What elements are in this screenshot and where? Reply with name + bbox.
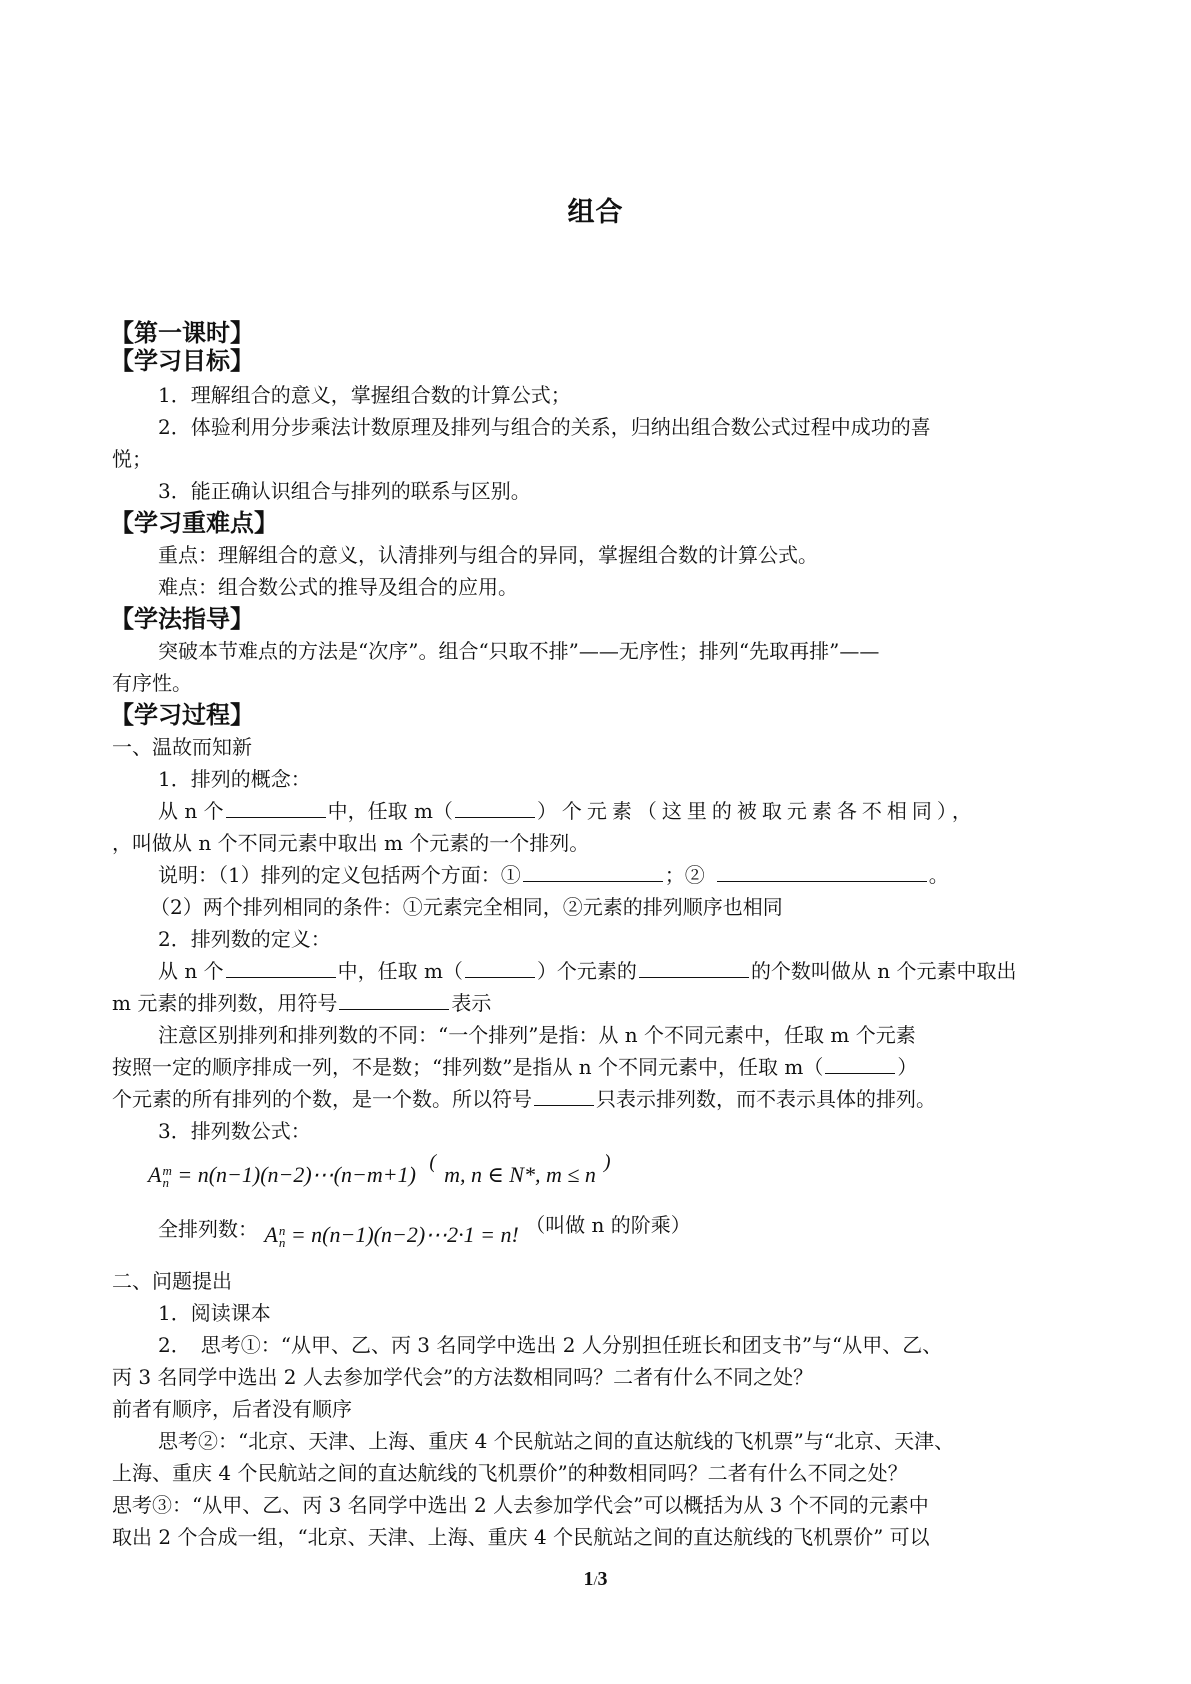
- fill-blank[interactable]: [465, 957, 535, 978]
- part1-title: 一、温故而知新: [112, 735, 252, 759]
- think1-answer: 前者有顺序，后者没有顺序: [112, 1397, 352, 1421]
- concept-line-continued: ，叫做从 n 个不同元素中取出 m 个元素的一个排列。: [112, 831, 590, 855]
- objective-item: 3．能正确认识组合与排列的联系与区别。: [158, 479, 531, 503]
- fill-blank[interactable]: [455, 797, 535, 818]
- think2-line: 思考②：“北京、天津、上海、重庆 4 个民航站之间的直达航线的飞机票”与“北京、天津、: [158, 1429, 955, 1453]
- key-points-heading: 【学习重难点】: [110, 509, 278, 537]
- objective-item: 2．体验利用分步乘法计数原理及排列与组合的关系，归纳出组合数公式过程中成功的喜: [158, 415, 931, 439]
- note-line-2: （2）两个排列相同的条件：①元素完全相同，②元素的排列顺序也相同: [150, 895, 783, 919]
- page-title: 组合: [567, 197, 624, 228]
- count-def-line-continued: m 元素的排列数，用符号 表示: [112, 991, 492, 1015]
- full-permutation-formula: A n n = n(n−1)(n−2)⋯2·1 = n!: [264, 1222, 519, 1250]
- fill-blank[interactable]: [639, 957, 749, 978]
- think3-line: 思考③：“从甲、乙、丙 3 名同学中选出 2 人去参加学代会”可以概括为从 3 个不同的元素中: [112, 1493, 929, 1517]
- think1-line: 2． 思考①：“从甲、乙、丙 3 名同学中选出 2 人分别担任班长和团支书”与“从甲、乙、: [158, 1333, 943, 1357]
- fill-blank[interactable]: [534, 1085, 594, 1106]
- page-number: 1/3: [583, 1568, 608, 1590]
- fill-blank[interactable]: [226, 797, 326, 818]
- fill-blank[interactable]: [825, 1053, 895, 1074]
- method-heading: 【学法指导】: [110, 605, 254, 633]
- objectives-heading: 【学习目标】: [110, 347, 254, 375]
- count-def-line: 从 n 个 中，任取 m（ ）个元素的 的个数叫做从 n 个元素中取出: [158, 959, 1017, 983]
- method-text-continued: 有序性。: [112, 671, 192, 695]
- concept-line: 从 n 个 中，任取 m（ ）个元素（这里的被取元素各不相同），: [158, 799, 977, 823]
- think1-line-continued: 丙 3 名同学中选出 2 人去参加学代会”的方法数相同吗？二者有什么不同之处？: [112, 1365, 814, 1389]
- part2-title: 二、问题提出: [112, 1269, 232, 1293]
- objective-item: 1．理解组合的意义，掌握组合数的计算公式；: [158, 383, 571, 407]
- attention-line: 注意区别排列和排列数的不同：“一个排列”是指：从 n 个不同元素中，任取 m 个元素: [158, 1023, 916, 1047]
- attention-line: 按照一定的顺序排成一列，不是数；“排列数”是指从 n 个不同元素中，任取 m（ ）: [112, 1055, 918, 1079]
- method-text: 突破本节难点的方法是“次序”。组合“只取不排”——无序性；排列“先取再排”——: [158, 639, 880, 663]
- lesson-label: 【第一课时】: [110, 319, 254, 347]
- count-def-title: 2．排列数的定义：: [158, 927, 331, 951]
- formula-title: 3．排列数公式：: [158, 1119, 311, 1143]
- objective-item-continued: 悦；: [112, 447, 152, 471]
- permutation-formula: A m n = n(n−1)(n−2)⋯(n−m+1) ( m, n ∈ N*, m ≤ n ): [148, 1151, 611, 1190]
- think3-line-continued: 取出 2 个合成一组，“北京、天津、上海、重庆 4 个民航站之间的直达航线的飞机票价” 可以: [112, 1525, 930, 1549]
- process-heading: 【学习过程】: [110, 701, 254, 729]
- concept-title: 1．排列的概念：: [158, 767, 311, 791]
- full-permutation-line: 全排列数： A n n = n(n−1)(n−2)⋯2·1 = n! （叫做 n 的阶乘）: [158, 1213, 691, 1250]
- read-book: 1．阅读课本: [158, 1301, 271, 1325]
- think2-line-continued: 上海、重庆 4 个民航站之间的直达航线的飞机票价”的种数相同吗？二者有什么不同之处？: [112, 1461, 908, 1485]
- key-point-text: 重点：理解组合的意义，认清排列与组合的异同，掌握组合数的计算公式。: [158, 543, 818, 567]
- fill-blank[interactable]: [717, 861, 927, 882]
- fill-blank[interactable]: [523, 861, 663, 882]
- note-line: 说明：（1）排列的定义包括两个方面：① ；② 。: [158, 863, 949, 887]
- fill-blank[interactable]: [226, 957, 336, 978]
- difficult-point-text: 难点：组合数公式的推导及组合的应用。: [158, 575, 518, 599]
- fill-blank[interactable]: [339, 989, 449, 1010]
- attention-line: 个元素的所有排列的个数，是一个数。所以符号 只表示排列数，而不表示具体的排列。: [112, 1087, 936, 1111]
